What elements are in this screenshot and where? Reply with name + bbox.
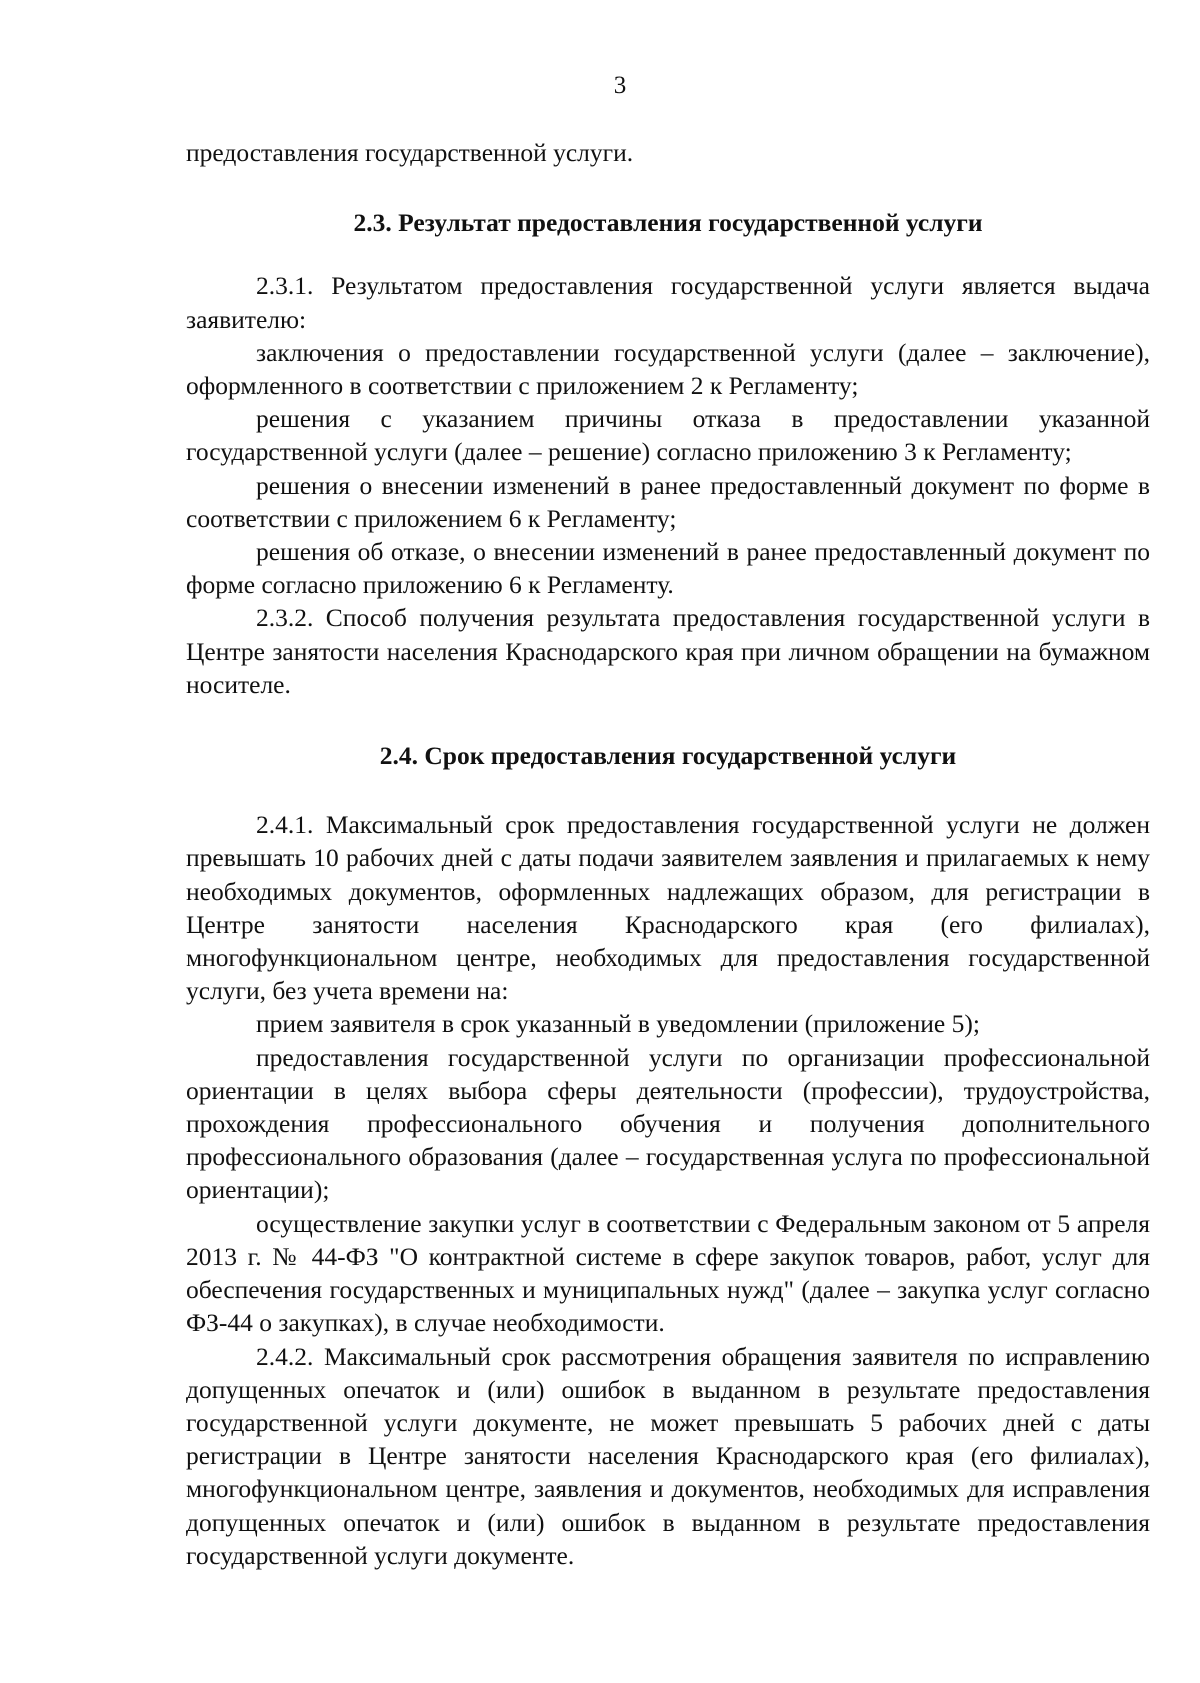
paragraph-reception: прием заявителя в срок указанный в уведомлении (приложение 5); xyxy=(256,1009,980,1039)
paragraph-conclusion: заключения о предоставлении государственной услуги (далее – заключение), оформленного в соответствии с приложением 2 к Регламенту; xyxy=(186,337,1150,401)
paragraph-amendment-refusal: решения об отказе, о внесении изменений в ранее предоставленный документ по форме согласно приложению 6 к Регламенту. xyxy=(186,537,1150,600)
paragraph-2-4-1: 2.4.1. Максимальный срок предоставления государственной услуги не должен превышать 10 рабочих дней с даты подачи заявителем заявления и прилагаемых к нему необходимых документов, оформленных надлежащих образом, для регистрации в Центре занятости населения Краснодарского края (его филиалах), многофункциональном центре, необходимых для предоставления государственной услуги, без учета времени на: xyxy=(186,810,1150,1006)
paragraph-2-4-2: 2.4.2. Максимальный срок рассмотрения обращения заявителя по исправлению допущенных опечаток и (или) ошибок в выданном в результате предоставления государственной услуги документе, не может превышать 5 рабочих дней с даты регистрации в Центре занятости населения Краснодарского края (его филиалах), многофункциональном центре, заявления и документов, необходимых для исправления допущенных опечаток и (или) ошибок в выданном в результате предоставления государственной услуги документе. xyxy=(186,1341,1150,1570)
paragraph-career-guidance: предоставления государственной услуги по организации профессиональной ориентации в целях выбора сферы деятельности (профессии), трудоустройства, прохождения профессионального обучения и получения дополнительного профессионального образования (далее – государственная услуга по профессиональной ориентации); xyxy=(186,1042,1150,1205)
paragraph-2-3-1: 2.3.1. Результатом предоставления государственной услуги является выдача заявителю: xyxy=(186,271,1150,334)
document-body xyxy=(186,136,1150,1572)
paragraph-refusal-decision: решения с указанием причины отказа в предоставлении указанной государственной услуги (далее – решение) согласно приложению 3 к Регламенту; xyxy=(186,404,1150,467)
paragraph-amendment-decision: решения о внесении изменений в ранее предоставленный документ по форме в соответствии с приложением 6 к Регламенту; xyxy=(186,470,1150,533)
intro-line: предоставления государственной услуги. xyxy=(186,138,634,167)
page-number: 3 xyxy=(613,72,627,99)
section-heading-2-4: 2.4. Срок предоставления государственной услуги xyxy=(379,741,957,771)
paragraph-procurement: осуществление закупки услуг в соответствии с Федеральным законом от 5 апреля 2013 г. № 44-ФЗ "О контрактной системе в сфере закупок товаров, работ, услуг для обеспечения государственных и муниципальных нужд" (далее – закупка услуг согласно ФЗ-44 о закупках), в случае необходимости. xyxy=(186,1208,1150,1338)
section-heading-2-3: 2.3. Результат предоставления государственной услуги xyxy=(353,208,983,238)
paragraph-2-3-2: 2.3.2. Способ получения результата предоставления государственной услуги в Центре занятости населения Краснодарского края при личном обращении на бумажном носителе. xyxy=(186,603,1150,699)
